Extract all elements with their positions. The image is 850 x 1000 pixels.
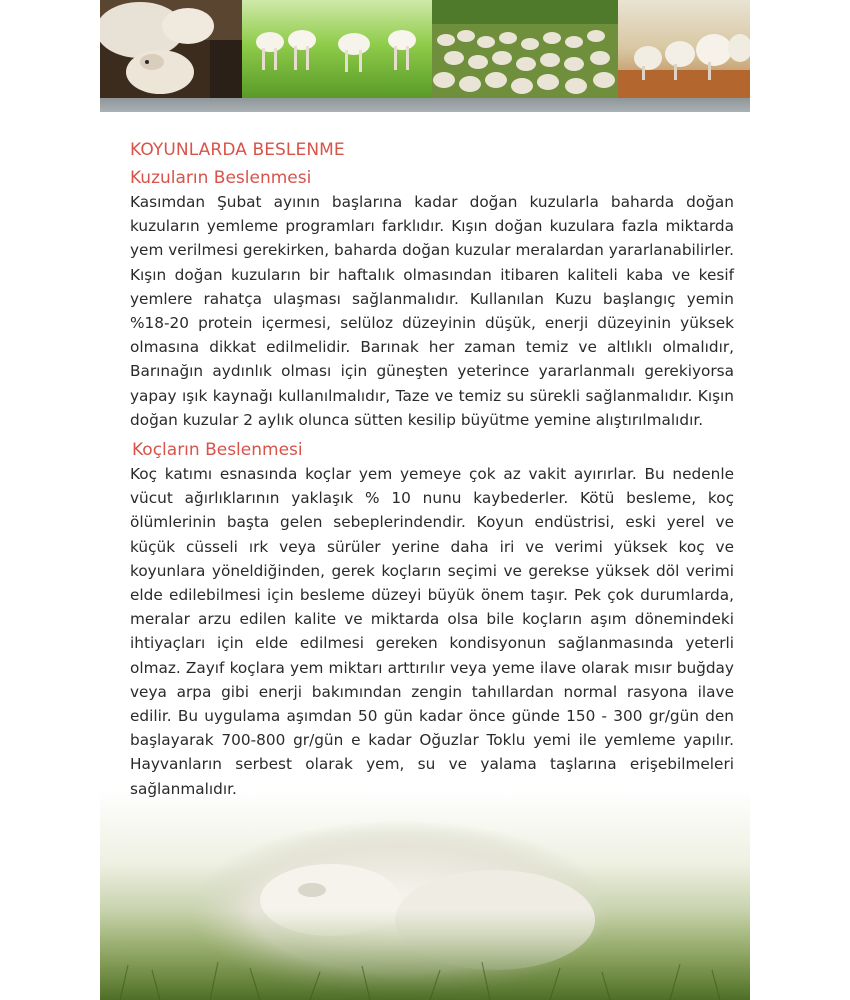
section-body-koclar: Koç katımı esnasında koçlar yem yemeye çok az vakit ayırırlar. Bu nedenle vücut ağırlıklarının yaklaşık % 10 nunu kaybederler. Kötü besleme, koç ölümlerinin başta gelen sebeplerindendir. Koyun endüstrisi, eski yerel ve küçük cüsseli ırk veya sürüler yerine daha iri ve verimi yüksek koç ve koyunlara yöneldiğinden, gerek koçların seçimi ve gerekse yüksek döl verimi elde edilebilmesi için besleme düzeyi büyük önem taşır. Pek çok durumlarda, meralar arzu edilen kalite ve miktarda olsa bile koçların aşım dönemindeki ihtiyaçları için elde edilmesi gereken kondisyonun sağlanmasında yeterli olmaz. Zayıf koçlara yem miktarı arttırılır veya yeme ilave olarak mısır buğday veya arpa gibi enerji bakımından zengin tahıllardan normal rasyona ilave edilir. Bu uygulama aşımdan 50 gün kadar önce günde 150 - 300 gr/gün den başlayarak 700-800 gr/gün e kadar Oğuzlar Toklu yemi ile yemleme yapılır. Hayvanların serbest olarak yem, su ve yalama taşlarına erişebilmeleri sağlanmalıdır. [130,465,734,798]
sheep-row-photo [618,0,750,98]
sheep-closeup-photo [100,0,242,98]
header-divider-bar [100,98,750,112]
section-heading-koclar: Koçların Beslenmesi [132,440,303,461]
sheep-flock-photo [432,0,618,98]
photo-strip [100,0,750,98]
lambs-on-grass-photo [242,0,432,98]
brochure-page [100,0,750,1000]
article-content [130,140,734,801]
lamb-on-grass-photo [100,790,750,1000]
section-heading-kuzular: Kuzuların Beslenmesi [130,168,312,188]
page-title: KOYUNLARDA BESLENME [130,140,345,160]
section-body-kuzular: Kasımdan Şubat ayının başlarına kadar doğan kuzularla baharda doğan kuzuların yemleme programları farklıdır. Kışın doğan kuzulara fazla miktarda yem verilmesi gerekirken, baharda doğan kuzular meralardan yararlanabilirler. Kışın doğan kuzuların bir haftalık olmasından itibaren kaliteli kaba ve kesif yemlere rahatça ulaşması sağlanmalıdır. Kullanılan Kuzu başlangıç yemin %18-20 protein içermesi, selüloz düzeyinin düşük, enerji düzeyinin yüksek olmasına dikkat edilmelidir. Barınak her zaman temiz ve altlıklı olmalıdır, Barınağın aydınlık olması için güneşten yeterince yararlanmalı gerekiyorsa yapay ışık kaynağı kullanılmalıdır, Taze ve temiz su sürekli sağlanmalıdır. Kışın doğan kuzular 2 aylık olunca sütten kesilip büyütme yemine alıştırılmalıdır. [130,193,734,429]
